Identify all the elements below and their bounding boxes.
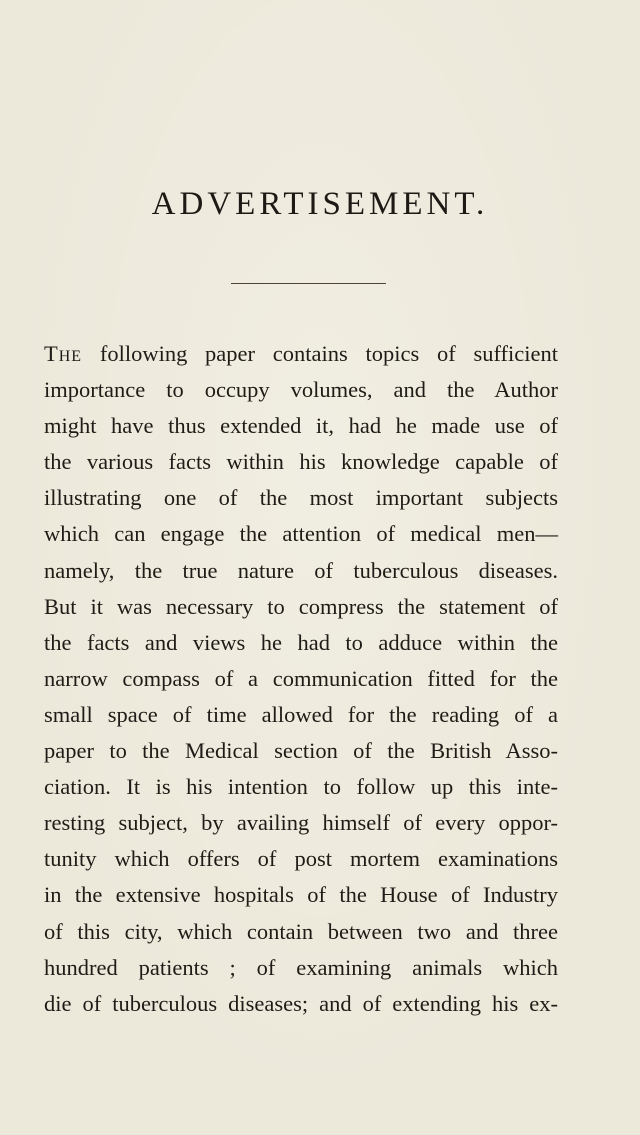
- text-line: But it was necessary to compress the statement of: [44, 593, 558, 619]
- text-line: tunity which offers of post mortem examinations: [44, 846, 558, 872]
- text-line: which can engage the attention of medical men—: [44, 521, 558, 547]
- title-divider: [231, 283, 386, 284]
- text-line: importance to occupy volumes, and the Author: [44, 377, 558, 403]
- text-line: die of tuberculous diseases; and of extending his ex-: [44, 990, 558, 1016]
- body-paragraph: [44, 336, 558, 1022]
- text-line: resting subject, by availing himself of every oppor-: [44, 810, 558, 836]
- page-title: ADVERTISEMENT.: [151, 186, 489, 222]
- text-line: illustrating one of the most important subjects: [44, 485, 558, 511]
- text-line: of this city, which contain between two and three: [44, 918, 558, 944]
- text-line: hundred patients ; of examining animals which: [44, 954, 558, 980]
- text-line: in the extensive hospitals of the House of Industry: [44, 882, 558, 908]
- text-line: the facts and views he had to adduce within the: [44, 629, 558, 655]
- text-line: small space of time allowed for the reading of a: [44, 701, 558, 727]
- text-line: paper to the Medical section of the British Asso-: [44, 738, 558, 764]
- text-line: namely, the true nature of tuberculous diseases.: [44, 557, 558, 583]
- text-line: narrow compass of a communication fitted for the: [44, 665, 558, 691]
- opening-word: The: [44, 341, 83, 366]
- text-line: the various facts within his knowledge capable of: [44, 449, 558, 475]
- text-line: The following paper contains topics of sufficient: [44, 341, 559, 366]
- text-line: might have thus extended it, had he made use of: [44, 413, 558, 439]
- text-line: ciation. It is his intention to follow up this inte-: [44, 774, 558, 800]
